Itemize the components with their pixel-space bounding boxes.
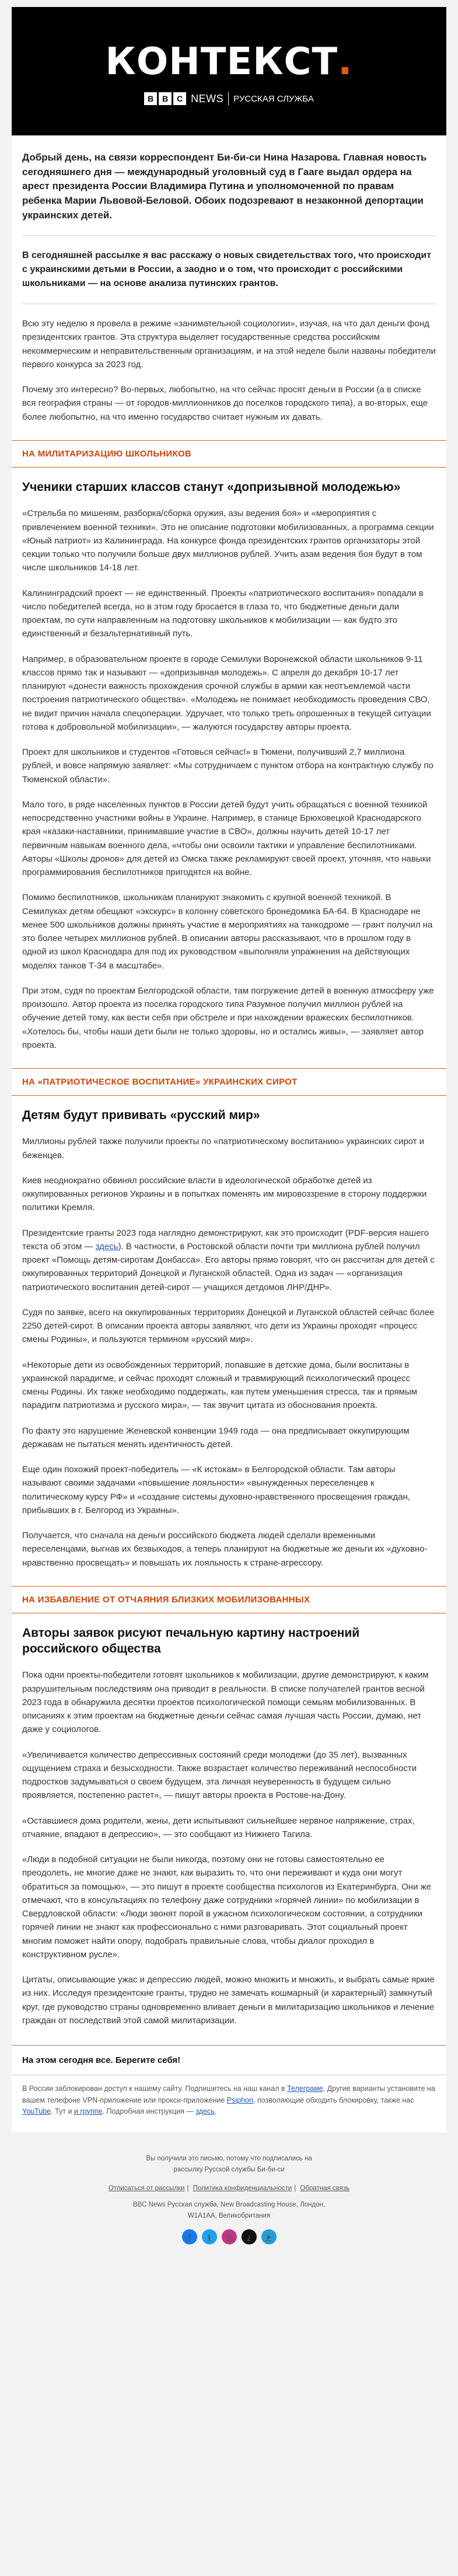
twitter-icon[interactable]: t: [202, 2229, 217, 2244]
note-text: , позволяющие обходить блокировку, также нас: [253, 2096, 414, 2104]
body-paragraph: Почему это интересно? Во-первых, любопытно, на что сейчас просят деньги в России (а в списке вся география страны — от городов-миллионников до поселков городского типа), а во-вторых, еще более любопытно, на что именно государство считает нужным их давать.: [22, 385, 428, 422]
body-paragraph: «Стрельба по мишеням, разборка/сборка оружия, азы ведения боя» и «мероприятия с привлечением военной техники». Это не описание подготовки мобилизованных, а программа секции «Юный патриот» из Калининграда. На конкурсе фонда президентских грантов организаторы этой секции только что получили больше двух миллионов рублей. Учить азам ведения боя будут в том числе школьников 14-18 лет.: [22, 508, 434, 573]
email-footer: [0, 2132, 458, 2268]
body-paragraph: «Оставшиеся дома родители, жены, дети испытывают сильнейшее нервное напряжение, страх, отчаяние, впадают в депрессию», — это сообщают из Нижнего Тагила.: [22, 1815, 415, 1839]
body-paragraph: Всю эту неделю я провела в режиме «занимательной социологии», изучая, на что дал деньги фонд президентских грантов. Эта структура выделяет государственные средства российским некоммерческим и неправительственным организациям, и на этой неделе были названы победители первого конкурса за 2023 год.: [22, 319, 436, 370]
lead-paragraph: В сегодняшней рассылке я вас расскажу о новых свидетельствах того, что происходит с украинскими детьми в России, а заодно и о том, что происходит с российскими школьниками — на основе анализа путинских грантов.: [22, 250, 432, 289]
note-text: . Другие варианты установите на вашем телефоне VPN-приложение или прокси-приложение: [22, 2084, 435, 2104]
body-paragraph: При этом, судя по проектам Белгородской области, там погружение детей в военную атмосферу уже произошло. Автор проекта из поселка городского типа Разумное получил миллион рублей на обучение детей тому, как вести себя при обстреле и при нахождении вражеских беспилотников. «Хотелось бы, чтобы наши дети были не только здоровы, но и остались живы», — заявляет автор проекта.: [22, 985, 434, 1050]
psiphon-link[interactable]: Psiphon: [226, 2096, 254, 2104]
title-text: КОНТЕКСТ: [105, 40, 338, 83]
pdf-link[interactable]: здесь: [95, 1241, 118, 1252]
body-paragraph: Мало того, в ряде населенных пунктов в России детей будут учить обращаться с военной техникой непосредственно участники войны в Украине. Например, в станице Брюховецкой Краснодарского края «казаки-наставники, принимавшие участие в СВО», должны научить детей 10-17 лет первичным навыкам военного дела, «чтобы они освоили тактики и управление беспилотниками. Авторы «Школы дронов» для детей из Омска также рекламируют своей проект, уточняя, что навыки программирования беспилотников пригодятся на войне.: [22, 799, 431, 877]
postal-address: BBC News Русская служба, New Broadcasting House, Лондон, W1A1AA, Великобритания: [132, 2201, 326, 2219]
body-paragraph: Калининградский проект — не единственный. Проекты «патриотического воспитания» попадали в число победителей всегда, но в этом году бросается в глаза то, что бюджетные деньги дали проектам, по сути направленным на подготовку школьников к мобилизации — как будто это единственный и безальтернативный путь.: [22, 588, 424, 639]
body-paragraph: «Некоторые дети из освобожденных территорий, попавшие в детские дома, были воспитаны в украинской парадигме, и сейчас проходят сложный и травмирующий психологический процесс смены Родины. Их также необходимо поддержать, как путем уменьшения стресса, так и прямым парадигм патриотизма и русского мира», — так звучит цитата из обоснования проекта.: [22, 1360, 418, 1411]
newsletter-card: [12, 7, 446, 2132]
note-text: .: [214, 2107, 217, 2115]
social-icons: [0, 2229, 458, 2244]
tiktok-icon[interactable]: ♪: [242, 2229, 257, 2244]
body-paragraph: Например, в образовательном проекте в городе Семилуки Воронежской области школьников 9-11 классов прямо так и называют — «допризывная молодежь». С апреля до декабря 10-17 лет планируют «донести важность прохождения срочной службы в армии как неотъемлемой части построения патриотического общества». «Молодежь не понимает необходимость проведения СВО, не видит причин начала спецоперации. Удручает, что только треть опрошенных в текущей ситуации готова к добровольной мобилизации», — жалуются государству авторы проекта.: [22, 654, 431, 732]
news-label: NEWS: [191, 92, 224, 104]
privacy-link[interactable]: Политика конфиденциальности: [193, 2185, 292, 2192]
unsubscribe-link[interactable]: Отписаться от рассылки: [108, 2185, 185, 2192]
newsletter-header: [12, 7, 446, 135]
bbc-logo: [144, 92, 186, 105]
body-paragraph: Пока одни проекты-победители готовят школьников к мобилизации, другие демонстрируют, к каким разрушительным последствиям она приводит в реальности. В списке получателей грантов весной 2023 года в обнаружила десятки проектов психологической помощи семьям мобилизованных. В описаниях к этим проектам на бюджетные деньги сейчас самая лучшая часть России, думаю, нет даже у социологов.: [22, 1670, 429, 1735]
divider: [22, 235, 436, 236]
note-text: В России заблокирован доступ к нашему сайту. Подпишитесь на наш канал в: [22, 2084, 288, 2093]
access-note: [12, 2075, 446, 2132]
note-text: . Подробная инструкция —: [102, 2107, 196, 2115]
group-link[interactable]: и группе: [74, 2107, 103, 2115]
service-label: РУССКАЯ СЛУЖБА: [233, 93, 314, 104]
body-paragraph: По факту это нарушение Женевской конвенции 1949 года — она предписывает оккупирующим державам не пытаться менять идентичность детей.: [22, 1425, 410, 1449]
instructions-link[interactable]: здесь: [195, 2107, 215, 2115]
newsletter-body: [12, 135, 446, 2027]
body-paragraph: Помимо беспилотников, школьникам планируют знакомить с крупной военной техникой. В Семилуках детям обещают «экскурс» в колонну советского бронедомика БА-64. В Краснодаре не менее 500 школьников должны принять участие в мероприятиях на танкодроме — грант получил на это более четырех миллионов рублей. В описании авторы рассказывают, что в прошлом году в одной из школ Краснодара для под их руководством «выполняли упражнения на действующих моделях танков Т-34 в масштабе».: [22, 893, 433, 971]
subscription-notice: Вы получили это письмо, потому что подписались на рассылку Русской службы Би-би-си: [146, 2155, 312, 2173]
telegram-icon[interactable]: ➤: [261, 2229, 277, 2244]
body-paragraph: Проект для школьников и студентов «Готовься сейчас!» в Тюмени, получивший 2,7 миллиона рублей, и вовсе напрямую заявляет: «Мы сотрудничаем с пунктом отбора на контрактную службу по Тюменской области».: [22, 747, 433, 785]
body-paragraph: Еще один похожий проект-победитель — «К истокам» в Белгородской области. Там авторы называют своими задачами «повышение лояльности» «вынужденных переселенцев к политическому курсу РФ» и «создание системы духовно-нравственного просвещения граждан, прибывших в г. Белгород из Украины».: [22, 1465, 410, 1515]
section-label-militarization: НА МИЛИТАРИЗАЦИЮ ШКОЛЬНИКОВ: [12, 440, 446, 468]
bbc-letter: C: [173, 92, 186, 105]
bbc-letter: B: [144, 92, 157, 105]
newsletter-title: [12, 40, 446, 83]
section-headline: Ученики старших классов станут «допризывной молодежью»: [22, 480, 401, 494]
paragraph-text: Президентские гранты 2023 года наглядно демонстрируют, как это происходит (PDF-версия нашего текста об этом —: [22, 1228, 429, 1252]
footer-links: Отписаться от рассылки | Политика конфиденциальности | Обратная связь: [108, 2185, 350, 2192]
body-paragraph: «Люди в подобной ситуации не были никогда, поэтому они не готовы самостоятельно ее преодолеть, не многие даже не знают, как выразить то, что они переживают и куда они могут обратиться за помощью», — это пишут в проекте сообщества психологов из Екатеринбурга. Они же отмечают, что в консультациях по телефону даже сотрудники «горячей линии» по мобилизации в Свердловской области: «Люди звонят порой в ужасном психологическом состоянии, а сотрудники горячей линии не знают как профессионально с ними разговаривать. Этот социальный проект многим поможет найти опору, подобрать правильные слова, чтобы диалог проходил в конструктивном русле».: [22, 1855, 431, 1960]
body-paragraph: Киев неоднократно обвинял российские власти в идеологической обработке детей из оккупированных регионов Украины и в попытках поменять им мировоззрение в сторону поддержки политики Кремля.: [22, 1175, 427, 1213]
section-label-orphans: НА «ПАТРИОТИЧЕСКОЕ ВОСПИТАНИЕ» УКРАИНСКИХ СИРОТ: [12, 1068, 446, 1096]
paragraph-text: ). В частности, в Ростовской области почти три миллиона рублей получил проект «Помощь детям-сиротам Донбасса». Его авторы прямо говорят, что он рассчитан для детей с оккупированных территорий Донецкой и Луганской областей. Одна из задач — «организация патриотического воспитания детей-сирот — учащихся детдомов ЛНР/ДНР».: [22, 1241, 435, 1292]
body-paragraph: Миллионы рублей также получили проекты по «патриотическому воспитанию» украинских сирот и беженцев.: [22, 1137, 425, 1160]
brand-line: [12, 92, 446, 105]
brand-divider: [228, 92, 229, 105]
instagram-icon[interactable]: ◎: [222, 2229, 237, 2244]
title-dot: .: [338, 40, 353, 83]
body-paragraph: Получается, что сначала на деньги российского бюджета людей сделали временными переселенцами, выгнав их безвыходов, а теперь планируют на бюджетные же деньги их «духовно-нравственно просвещать» и повышать их лояльность к стране-агрессору.: [22, 1531, 428, 1568]
body-paragraph: «Увеличивается количество депрессивных состояний среди молодежи (до 35 лет), вызванных ощущением страха и безысходности. Также возрастает количество переживаний неспособности подростков задумываться о своем будущем, эта личная неуверенность в будущем сильно проявляется, постепенно растет», — пишут авторы проекта в Ростове-на-Дону.: [22, 1749, 417, 1801]
bbc-letter: B: [159, 92, 172, 105]
feedback-link[interactable]: Обратная связь: [300, 2185, 350, 2192]
youtube-link[interactable]: YouTube: [22, 2107, 51, 2115]
note-text: . Тут и: [51, 2107, 74, 2115]
body-paragraph-with-link: [22, 1226, 436, 1294]
section-headline: Авторы заявок рисуют печальную картину настроений российского общества: [22, 1626, 360, 1656]
section-label-mobilized: НА ИЗБАВЛЕНИЕ ОТ ОТЧАЯНИЯ БЛИЗКИХ МОБИЛИЗОВАННЫХ: [12, 1586, 446, 1613]
intro-paragraph: Добрый день, на связи корреспондент Би-би-си Нина Назарова. Главная новость сегодняшнего дня — международный уголовный суд в Гааге выдал ордера на арест президента России Владимира Путина и уполномоченной по правам ребенка Марии Львовой-Беловой. Обоих подозревают в незаконной депортации украинских детей.: [22, 152, 427, 221]
section-headline: Детям будут прививать «русский мир»: [22, 1109, 260, 1122]
closing-line: На этом сегодня все. Берегите себя!: [12, 2046, 446, 2075]
body-paragraph: Судя по заявке, всего на оккупированных территориях Донецкой и Луганской областей сейчас более 2250 детей-сирот. В описании проекта авторы заявляют, что дети из Украины проходят «процесс смены Родины», и пользуются термином «русский мир».: [22, 1307, 435, 1345]
body-paragraph: Цитаты, описывающие ужас и депрессию людей, можно множить и множить, и выбрать самые яркие из них. Исследуя президентские гранты, трудно не замечать кошмарный (и характерный) замкнутый круг, где руководство страны одновременно вливает деньги в милитаризацию школьников и лечение граждан от последствий этой самой милитаризации.: [22, 1975, 435, 2026]
facebook-icon[interactable]: f: [182, 2229, 197, 2244]
telegram-link[interactable]: Телеграме: [287, 2084, 323, 2093]
